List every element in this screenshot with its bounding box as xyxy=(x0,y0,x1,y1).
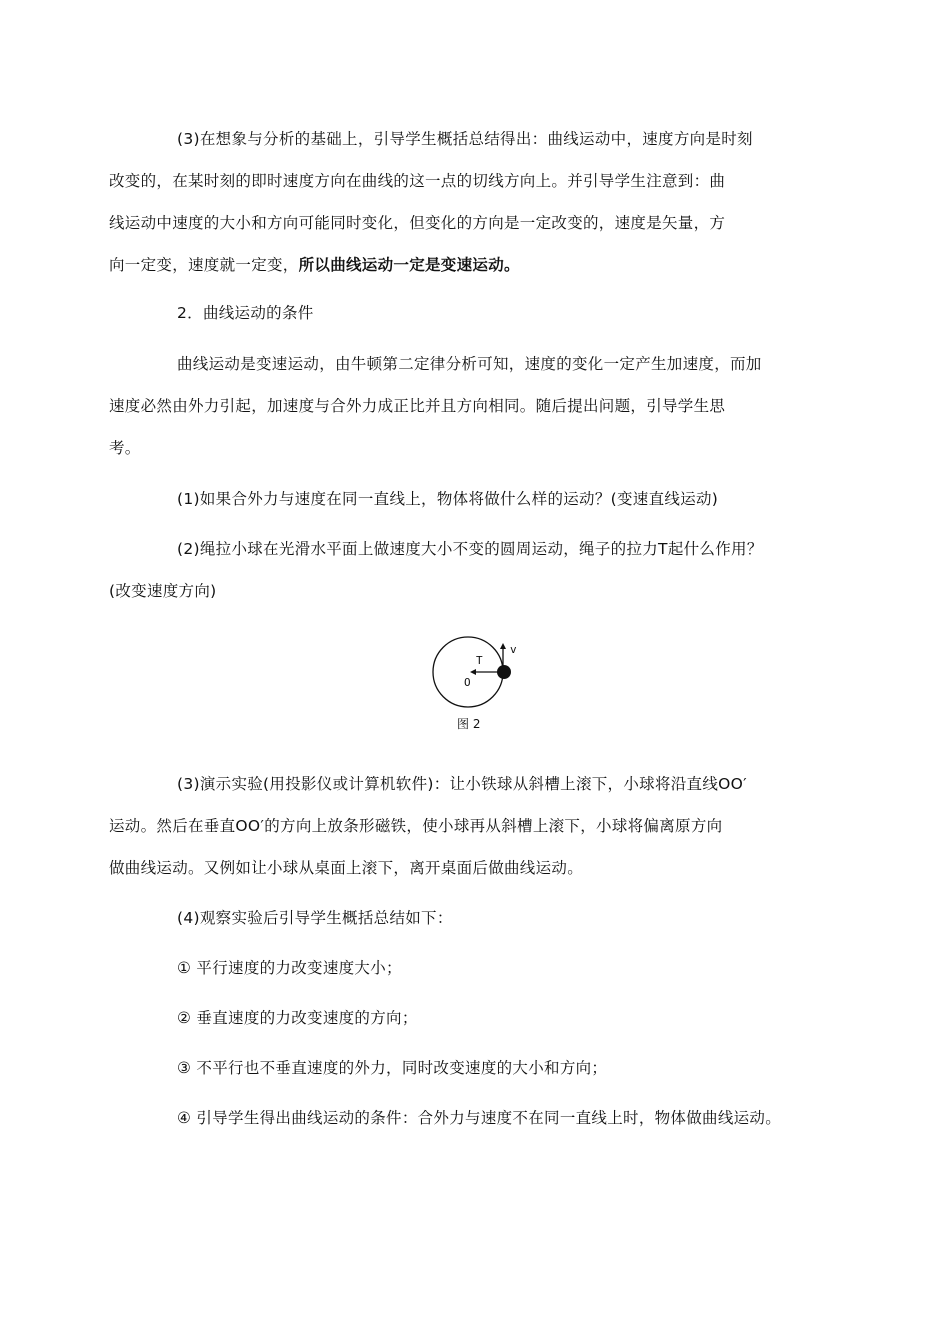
text-line xyxy=(109,244,819,286)
text-line: ① 平行速度的力改变速度大小； xyxy=(177,959,402,977)
text-normal: 向一定变，速度就一定变， xyxy=(109,256,299,274)
circular-motion-diagram xyxy=(428,636,528,736)
text-line: (3)演示实验(用投影仪或计算机软件)：让小铁球从斜槽上滚下，小球将沿直线OO′ xyxy=(177,775,747,793)
velocity-arrow-head xyxy=(500,643,506,649)
label-v: v xyxy=(510,643,517,656)
text-line: 考。 xyxy=(109,439,141,457)
list-item-1 xyxy=(143,947,819,989)
list-item-4 xyxy=(143,1097,819,1139)
list-item-2 xyxy=(143,997,819,1039)
figure-circular-motion xyxy=(428,636,528,736)
text-line: (改变速度方向) xyxy=(109,582,217,600)
text-line: 速度必然由外力引起，加速度与合外力成正比并且方向相同。随后提出问题，引导学生思 xyxy=(109,397,726,415)
label-T: T xyxy=(476,654,483,667)
paragraph-curve-velocity-direction xyxy=(109,118,819,286)
label-O: O xyxy=(464,676,471,689)
text-line: 运动。然后在垂直OO′的方向上放条形磁铁，使小球再从斜槽上滚下，小球将偏离原方向 xyxy=(109,817,723,835)
question-2 xyxy=(109,528,819,612)
text-line: (3)在想象与分析的基础上，引导学生概括总结得出：曲线运动中，速度方向是时刻 xyxy=(177,130,753,148)
tension-arrow-head xyxy=(470,669,476,675)
paragraph-summary-intro xyxy=(143,897,819,939)
text-line: 线运动中速度的大小和方向可能同时变化，但变化的方向是一定改变的，速度是矢量，方 xyxy=(109,214,726,232)
text-line: ③ 不平行也不垂直速度的外力，同时改变速度的大小和方向； xyxy=(177,1059,608,1077)
heading-text: 2．曲线运动的条件 xyxy=(177,304,314,322)
paragraph-curve-motion-condition xyxy=(109,343,819,469)
figure-caption: 图 2 xyxy=(457,717,481,731)
paragraph-demo-experiment xyxy=(109,763,819,889)
text-line: ④ 引导学生得出曲线运动的条件：合外力与速度不在同一直线上时，物体做曲线运动。 xyxy=(177,1109,782,1127)
text-line: (1)如果合外力与速度在同一直线上，物体将做什么样的运动？(变速直线运动) xyxy=(177,490,719,508)
ball-icon xyxy=(497,665,511,679)
list-item-3 xyxy=(143,1047,819,1089)
text-bold-conclusion: 所以曲线运动一定是变速运动。 xyxy=(298,256,520,274)
section-heading xyxy=(143,292,819,334)
text-line: ② 垂直速度的力改变速度的方向； xyxy=(177,1009,418,1027)
text-line: 改变的，在某时刻的即时速度方向在曲线的这一点的切线方向上。并引导学生注意到：曲 xyxy=(109,172,726,190)
text-line: (2)绳拉小球在光滑水平面上做速度大小不变的圆周运动，绳子的拉力T起什么作用？ xyxy=(177,540,763,558)
text-line: (4)观察实验后引导学生概括总结如下： xyxy=(177,909,453,927)
question-1 xyxy=(143,478,819,520)
text-line: 曲线运动是变速运动，由牛顿第二定律分析可知，速度的变化一定产生加速度，而加 xyxy=(177,355,762,373)
text-line: 做曲线运动。又例如让小球从桌面上滚下，离开桌面后做曲线运动。 xyxy=(109,859,584,877)
